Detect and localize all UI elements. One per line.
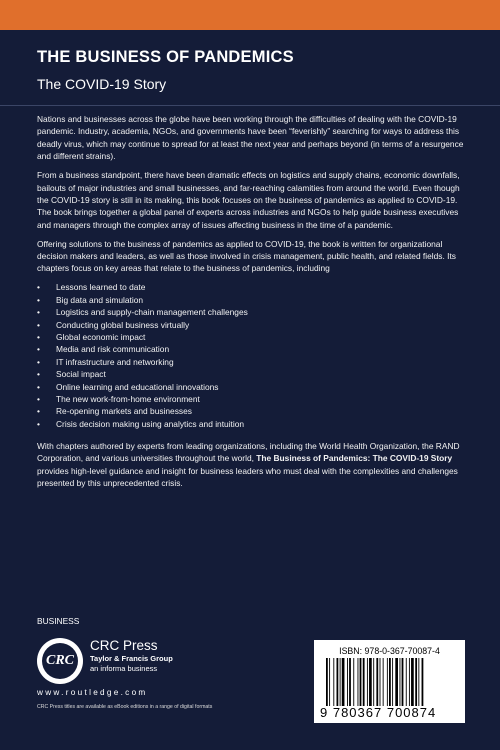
barcode-bar xyxy=(340,658,341,706)
barcode-bar xyxy=(367,658,368,706)
barcode-bar xyxy=(333,658,334,706)
topic-list xyxy=(37,281,467,430)
category-label: BUSINESS xyxy=(37,616,80,626)
barcode-bar xyxy=(337,658,339,706)
barcode-bar xyxy=(347,658,348,706)
cover-header xyxy=(0,30,500,105)
publisher-informa: an informa business xyxy=(90,664,158,673)
barcode-bar xyxy=(389,658,391,706)
barcode-bar xyxy=(387,658,388,706)
crc-logo-text: CRC xyxy=(45,653,74,668)
barcode xyxy=(324,658,455,706)
barcode-bar xyxy=(376,658,378,706)
list-item: • Media and risk communication xyxy=(37,343,467,355)
barcode-bar xyxy=(329,658,330,706)
list-item: • Re-opening markets and businesses xyxy=(37,405,467,417)
list-item: • Crisis decision making using analytics and intuition xyxy=(37,418,467,430)
barcode-bar xyxy=(349,658,351,706)
blurb-paragraph-4 xyxy=(37,440,467,490)
barcode-bar xyxy=(395,658,398,706)
barcode-digits: 9 780367 700874 xyxy=(320,705,437,720)
barcode-bar xyxy=(392,658,393,706)
blurb-paragraph-3: Offering solutions to the business of pandemics as applied to COVID-19, the book is written for organizational decision makers and leaders, as well as those involved in crisis management, public health, and related fields. Its chapters focus on key areas that relate to the business of pandemics, including xyxy=(37,238,456,274)
barcode-bar xyxy=(383,658,384,706)
publisher-block xyxy=(90,638,240,674)
barcode-bar xyxy=(363,658,365,706)
barcode-bar xyxy=(406,658,407,706)
list-item: • Lessons learned to date xyxy=(37,281,467,293)
crc-logo-inner xyxy=(42,643,78,679)
barcode-bar xyxy=(402,658,404,706)
crc-logo xyxy=(37,638,83,684)
barcode-bar xyxy=(360,658,362,706)
list-item: • Social impact xyxy=(37,368,467,380)
barcode-bar xyxy=(342,658,345,706)
publisher-name: CRC Press xyxy=(90,638,158,653)
blurb-book-title-bold: The Business of Pandemics: The COVID-19 Story xyxy=(256,453,453,464)
barcode-bar xyxy=(326,658,328,706)
ebook-disclaimer: CRC Press titles are available as eBook editions in a range of digital formats xyxy=(37,704,213,710)
blurb xyxy=(37,113,467,496)
list-item: • Global economic impact xyxy=(37,331,467,343)
barcode-bar xyxy=(409,658,410,706)
barcode-bar xyxy=(411,658,414,706)
isbn-label: ISBN: 978-0-367-70087-4 xyxy=(339,646,440,656)
barcode-bar xyxy=(400,658,401,706)
barcode-bar xyxy=(380,658,381,706)
header-divider xyxy=(0,105,500,106)
list-item: • Online learning and educational innovations xyxy=(37,381,467,393)
blurb-paragraph-1: Nations and businesses across the globe have been working through the difficulties of dealing with the COVID-19 pandemic. Industry, academia, NGOs, and governments have been “feverishly” searching for ways to address this deadly virus, which may continue to spread for at least the next year and perhaps beyond (in terms of a resurgence and different strains). xyxy=(37,114,464,162)
list-item: • Conducting global business virtually xyxy=(37,319,467,331)
list-item: • Big data and simulation xyxy=(37,294,467,306)
barcode-bar xyxy=(369,658,372,706)
top-color-band xyxy=(0,0,500,30)
publisher-group: Taylor & Francis Group xyxy=(90,654,173,663)
barcode-bar xyxy=(358,658,359,706)
list-item: • Logistics and supply-chain management challenges xyxy=(37,306,467,318)
barcode-bar xyxy=(353,658,354,706)
blurb-paragraph-2: From a business standpoint, there have been dramatic effects on logistics and supply chains, economic downfalls, bailouts of major industries and small businesses, and far-reaching calamities from around the world. Even though the COVID-19 story is still in its making, this book focuses on the business of pandemics as applied to COVID-19. The book brings together a global panel of experts across industries and NGOs to help guide business executives and managers through the complex array of issues affecting business in the time of a pandemic. xyxy=(37,170,460,230)
list-item: • The new work-from-home environment xyxy=(37,393,467,405)
list-item: • IT infrastructure and networking xyxy=(37,356,467,368)
barcode-bar xyxy=(373,658,374,706)
blurb-paragraph-4-start: With chapters authored by experts from leading organizations, including the World Health Organization, the RAND Corporation, and various universities throughout the world, xyxy=(37,441,460,464)
isbn-barcode-box xyxy=(314,640,465,723)
book-subtitle: The COVID-19 Story xyxy=(37,76,167,92)
barcode-bar xyxy=(415,658,417,706)
publisher-website: www.routledge.com xyxy=(37,688,148,697)
barcode-bar xyxy=(422,658,424,706)
barcode-bar xyxy=(418,658,419,706)
book-title: THE BUSINESS OF PANDEMICS xyxy=(37,48,294,66)
blurb-paragraph-4-end: provides high-level guidance and insight for business leaders who must deal with the complexities and challenges presented by this unprecedented crisis. xyxy=(37,465,458,489)
